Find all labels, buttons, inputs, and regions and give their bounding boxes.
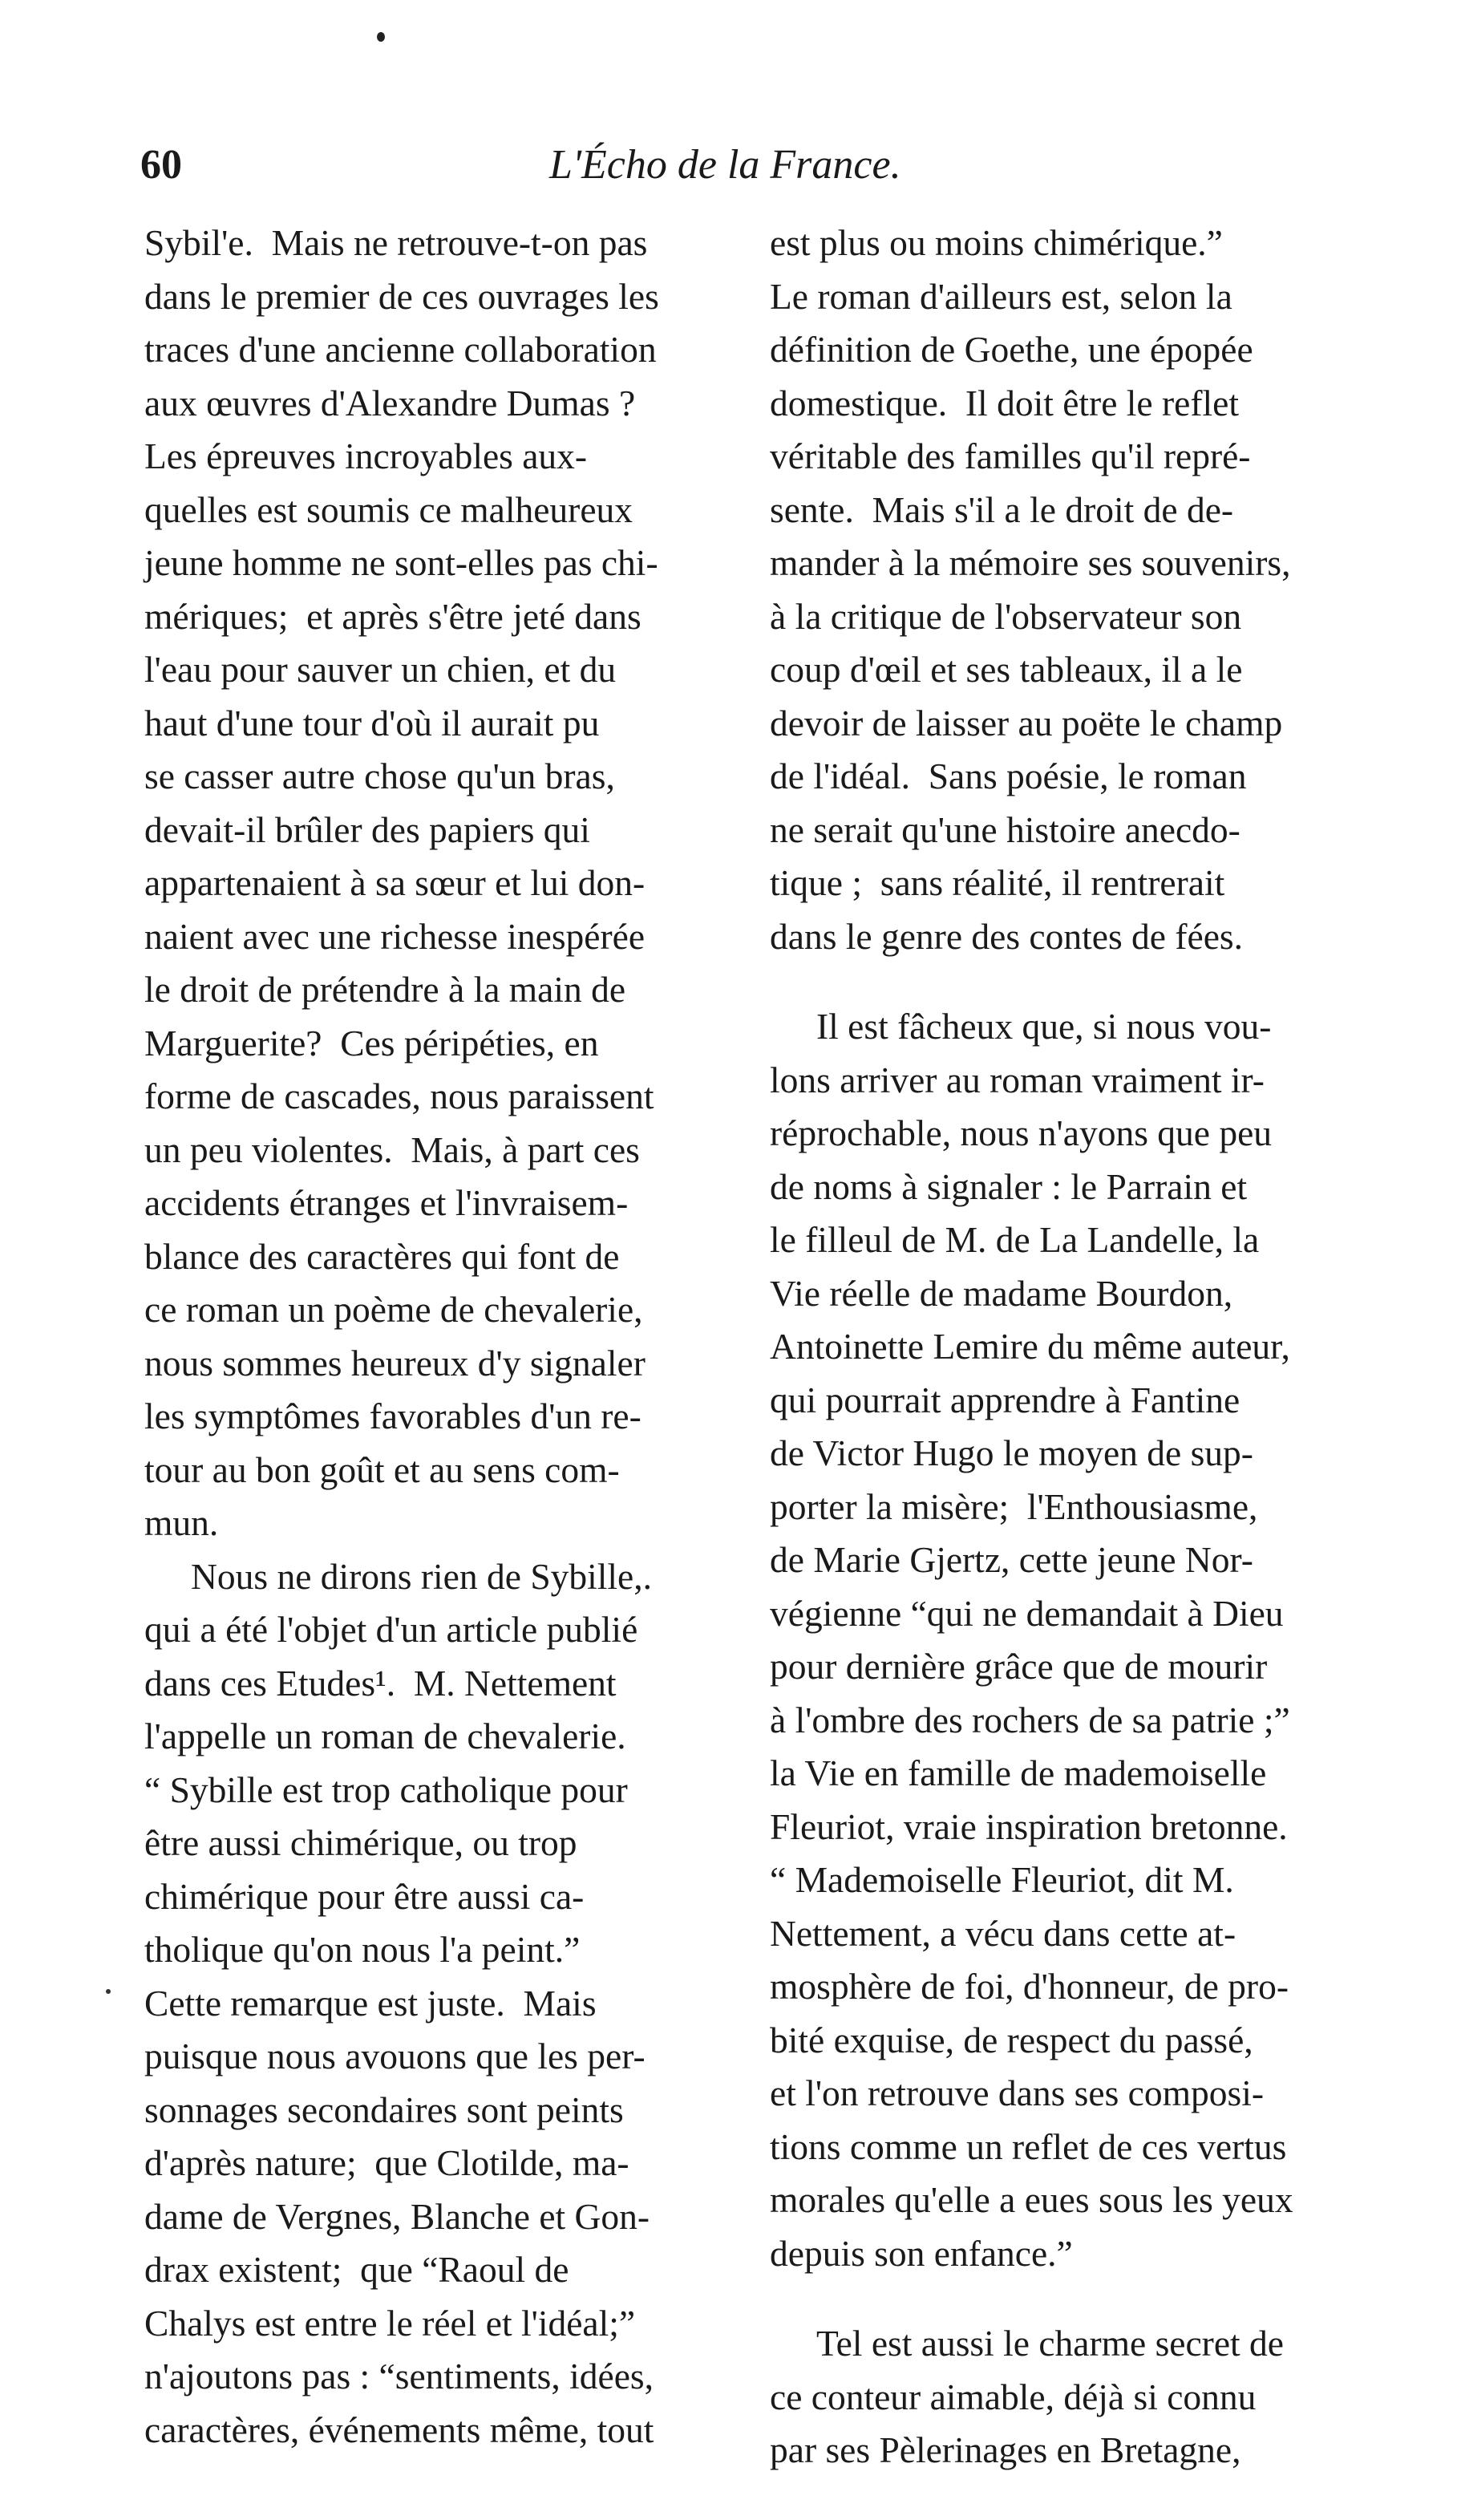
paragraph (770, 1000, 1359, 2317)
paragraph (770, 2317, 1359, 2477)
text-line: est plus ou moins chimérique.” (770, 222, 1223, 263)
text-line: haut d'une tour d'où il aurait pu (144, 702, 600, 743)
text-line: “ Mademoiselle Fleuriot, dit M. (770, 1859, 1234, 1900)
page-number: 60 (140, 142, 182, 188)
text-line: réprochable, nous n'ayons que peu (770, 1112, 1273, 1153)
text-line: caractères, événements même, tout (144, 2409, 654, 2450)
text-line: la Vie en famille de mademoiselle (770, 1752, 1267, 1793)
text-line: tique ; sans réalité, il rentrerait (770, 862, 1225, 903)
text-line: traces d'une ancienne collaboration (144, 329, 657, 370)
text-line: se casser autre chose qu'un bras, (144, 756, 615, 796)
text-line: de l'idéal. Sans poésie, le roman (770, 756, 1247, 796)
text-line: le droit de prétendre à la main de (144, 969, 626, 1010)
text-line: pour dernière grâce que de mourir (770, 1646, 1268, 1687)
paragraph-gap (770, 2280, 1359, 2317)
text-line: les symptômes favorables d'un re- (144, 1396, 641, 1436)
text-line: lons arriver au roman vraiment ir- (770, 1059, 1265, 1100)
text-line: Fleuriot, vraie inspiration bretonne. (770, 1805, 1288, 1847)
text-line: ce roman un poème de chevalerie, (144, 1289, 643, 1330)
text-line: quelles est soumis ce malheureux (144, 488, 633, 530)
text-line: dans ces Etudes¹. M. Nettement (144, 1662, 617, 1704)
text-line: Vie réelle de madame Bourdon, (770, 1272, 1233, 1314)
text-line: dans le premier de ces ouvrages les (144, 275, 659, 317)
text-line: ce conteur aimable, déjà si connu (770, 2376, 1257, 2417)
text-line: Antoinette Lemire du même auteur, (770, 1326, 1290, 1367)
text-line: être aussi chimérique, ou trop (144, 1822, 577, 1863)
text-line: qui a été l'objet d'un article publié (144, 1609, 638, 1650)
text-line: Sybil'e. Mais ne retrouve-t-on pas (144, 222, 648, 263)
text-line: d'après nature; que Clotilde, ma- (144, 2142, 629, 2183)
text-line: “ Sybille est trop catholique pour (144, 1768, 628, 1810)
text-line: Le roman d'ailleurs est, selon la (770, 275, 1232, 317)
text-line: l'appelle un roman de chevalerie. (144, 1716, 626, 1756)
ink-speck (377, 32, 385, 42)
text-line: dame de Vergnes, Blanche et Gon- (144, 2195, 650, 2237)
text-line: et l'on retrouve dans ses composi- (770, 2072, 1264, 2113)
text-line: à la critique de l'observateur son (770, 595, 1242, 637)
text-line: de Marie Gjertz, cette jeune Nor- (770, 1539, 1253, 1580)
text-line: qui pourrait apprendre à Fantine (770, 1379, 1240, 1420)
text-line: blance des caractères qui font de (144, 1235, 620, 1277)
text-line: le filleul de M. de La Landelle, la (770, 1219, 1260, 1260)
text-line: porter la misère; l'Enthousiasme, (770, 1485, 1258, 1527)
paragraph (144, 217, 734, 1550)
running-title: L'Écho de la France. (549, 142, 901, 188)
running-head (140, 141, 1351, 197)
text-line: Tel est aussi le charme secret de (816, 2323, 1284, 2364)
text-line: Cette remarque est juste. Mais (144, 1982, 597, 2024)
text-line: végienne “qui ne demandait à Dieu (770, 1592, 1284, 1634)
text-line: bité exquise, de respect du passé, (770, 2019, 1253, 2060)
text-line: tholique qu'on nous l'a peint.” (144, 1929, 581, 1970)
right-column (770, 217, 1359, 2477)
text-line: l'eau pour sauver un chien, et du (144, 649, 617, 690)
text-line: sente. Mais s'il a le droit de de- (770, 488, 1234, 530)
text-line: forme de cascades, nous paraissent (144, 1076, 654, 1116)
text-line: devoir de laisser au poëte le champ (770, 702, 1283, 743)
text-line: Nous ne dirons rien de Sybille,. (191, 1555, 652, 1597)
text-line: un peu violentes. Mais, à part ces (144, 1128, 640, 1170)
text-line: jeune homme ne sont-elles pas chi- (144, 542, 658, 583)
text-line: naient avec une richesse inespérée (144, 915, 646, 957)
text-line: ne serait qu'une histoire anecdo- (770, 808, 1240, 850)
paragraph (144, 1550, 734, 2457)
text-line: tour au bon goût et au sens com- (144, 1448, 620, 1490)
paragraph (770, 217, 1359, 1000)
paragraph-gap (770, 963, 1359, 1000)
text-line: morales qu'elle a eues sous les yeux (770, 2179, 1293, 2220)
text-line: depuis son enfance.” (770, 2232, 1073, 2274)
text-line: Les épreuves incroyables aux- (144, 436, 588, 476)
text-line: sonnages secondaires sont peints (144, 2089, 624, 2130)
text-line: à l'ombre des rochers de sa patrie ;” (770, 1699, 1290, 1740)
text-line: chimérique pour être aussi ca- (144, 1875, 585, 1917)
text-line: de noms à signaler : le Parrain et (770, 1165, 1248, 1207)
text-line: Nettement, a vécu dans cette at- (770, 1912, 1236, 1954)
text-line: Chalys est entre le réel et l'idéal;” (144, 2302, 636, 2344)
text-line: mériques; et après s'être jeté dans (144, 595, 641, 637)
text-line: mander à la mémoire ses souvenirs, (770, 542, 1291, 583)
text-line: mosphère de foi, d'honneur, de pro- (770, 1966, 1289, 2007)
text-line: puisque nous avouons que les per- (144, 2036, 646, 2076)
text-line: n'ajoutons pas : “sentiments, idées, (144, 2356, 654, 2396)
text-line: drax existent; que “Raoul de (144, 2249, 569, 2290)
text-line: accidents étranges et l'invraisem- (144, 1182, 629, 1223)
left-column (144, 217, 734, 2457)
text-line: coup d'œil et ses tableaux, il a le (770, 649, 1243, 690)
text-line: domestique. Il doit être le reflet (770, 382, 1239, 423)
text-line: de Victor Hugo le moyen de sup- (770, 1432, 1253, 1473)
text-line: dans le genre des contes de fées. (770, 915, 1243, 957)
text-line: mun. (144, 1502, 219, 1543)
text-line: tions comme un reflet de ces vertus (770, 2125, 1287, 2167)
text-line: aux œuvres d'Alexandre Dumas ? (144, 382, 636, 423)
text-line: nous sommes heureux d'y signaler (144, 1342, 646, 1384)
text-line: véritable des familles qu'il repré- (770, 436, 1251, 476)
text-line: Il est fâcheux que, si nous vou- (816, 1006, 1272, 1047)
text-line: appartenaient à sa sœur et lui don- (144, 862, 646, 903)
text-line: Marguerite? Ces péripéties, en (144, 1022, 599, 1064)
ink-speck (106, 1989, 111, 1994)
text-line: définition de Goethe, une épopée (770, 329, 1253, 370)
text-line: devait-il brûler des papiers qui (144, 808, 590, 850)
text-line: par ses Pèlerinages en Bretagne, (770, 2429, 1241, 2470)
